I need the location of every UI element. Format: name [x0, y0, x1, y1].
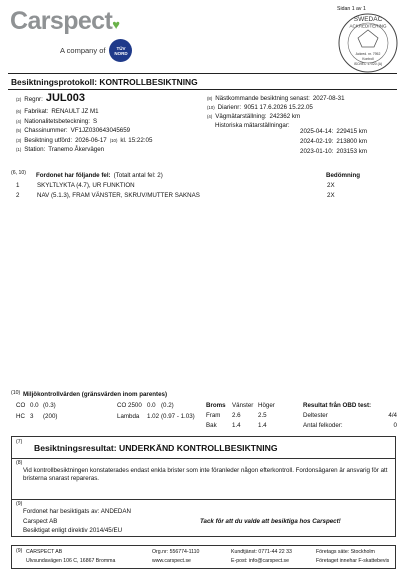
- obd-row: Deltester 4/4: [303, 412, 397, 419]
- make-row: (6) Fabrikat: RENAULT JZ M1: [16, 108, 99, 115]
- divider: [11, 458, 396, 459]
- defects-list: [16, 182, 396, 202]
- emission-row: CO 0.0 (0.3) CO 2500 0.0 (0.2): [16, 402, 174, 409]
- obd-table: [303, 402, 401, 432]
- emission-row: HC 3 (200) Lambda 1.02 (0.97 - 1.03): [16, 413, 195, 420]
- divider: [11, 499, 396, 500]
- date-row: (3) Besiktning utförd: 2026-06-17 (10) kl. 15:22:05: [16, 136, 153, 144]
- history-row: 2024-02-19: 213800 km: [300, 138, 367, 146]
- regnr-row: (2) Regnr: JUL003: [16, 92, 85, 104]
- swedac-seal: [337, 12, 399, 74]
- history-row: 2023-01-10: 203153 km: [300, 148, 367, 156]
- defect-row: 2 NAV (5.1.3), FRAM VÄNSTER, SKRUV/MUTTER SAKNAS 2X: [16, 192, 335, 199]
- swedac-subtitle: ACKREDITERING: [349, 23, 387, 29]
- page-number: Sidan 1 av 1: [337, 6, 366, 12]
- svg-text:Kontroll: Kontroll: [362, 57, 374, 61]
- svg-text:Ackred. nr. 7952: Ackred. nr. 7952: [355, 52, 381, 56]
- company-of: [60, 39, 132, 62]
- vehicle-info: [16, 92, 206, 154]
- swedac-name: SWEDAC: [353, 16, 383, 23]
- obd-heading: Resultat från OBD test:: [303, 402, 372, 409]
- result-ref: (7): [16, 439, 23, 445]
- brakes-table: [206, 402, 296, 432]
- next-inspection-row: (8) Nästkommande besiktning senast: 2027-08-31: [207, 95, 345, 102]
- station-row: (1) Station: Tranemo Åkervägen: [16, 146, 105, 154]
- chassis-row: (5) Chassinummer: VF1JZ030643045659: [16, 127, 131, 135]
- emissions-heading: Miljökontrollvärden (gränsvärden inom parentes): [23, 391, 168, 398]
- brake-row: Fram 2.6 2.5: [206, 412, 267, 419]
- footer-company: CARSPECT AB Ulvsundavägen 106 C, 16867 Bromma: [26, 549, 116, 564]
- slogan: Tack för att du valde att besiktiga hos Carspect!: [200, 518, 341, 525]
- page-title: Besiktningsprotokoll: KONTROLLBESIKTNING: [11, 77, 198, 87]
- footer-org: Org.nr: 556774-1110 www.carspect.se: [152, 549, 200, 564]
- inspector-info: Fordonet har besiktigats av: ANDEDAN Carspect AB Besiktigat enligt direktiv 2014/45/EU: [23, 508, 131, 534]
- notice-text: Vid kontrollbesiktningen konstaterades endast enkla brister som inte föranleder någon efterkontroll. Fordonsägaren är ansvarig för att bristerna snarast repareras.: [23, 467, 388, 482]
- tuv-logo: TÜV NORD: [109, 39, 132, 62]
- divider: [8, 73, 397, 74]
- nationality-row: (4) Nationalitetsbeteckning: S: [16, 117, 98, 125]
- odometer-row: (4) Vägmätarställning: 242362 km: [207, 113, 301, 121]
- footer-contact: Kundtjänst: 0771-44 22 33 E-post: info@carspect.se: [231, 549, 292, 564]
- diary-row: (10) Diarienr: 9051 17.6.2026 15.22.05: [207, 104, 313, 112]
- inspector-ref: (9): [16, 501, 23, 507]
- brand-name: Carspect: [10, 7, 113, 35]
- notice-ref: (8): [16, 460, 23, 466]
- history-row: 2025-04-14: 229415 km: [300, 128, 367, 135]
- emissions-table: [16, 402, 196, 424]
- brake-row: Bak 1.4 1.4: [206, 422, 267, 429]
- result-text: Besiktningsresultat: UNDERKÄND KONTROLLBESIKTNING: [34, 443, 278, 453]
- odometer-history-label: Historiska mätarställningar:: [215, 122, 290, 130]
- obd-row: Antal felkoder: 0: [303, 422, 397, 429]
- heart-icon: ♥: [112, 17, 120, 32]
- regnr-value: JUL003: [45, 92, 85, 104]
- odometer-history: [300, 128, 400, 156]
- defect-row: 1 SKYLTLYKTA (4.7), UR FUNKTION 2X: [16, 182, 335, 189]
- defects-heading: Fordonet har följande fel: (Totalt antal fel: 2): [36, 172, 163, 179]
- carspect-logo: [10, 7, 150, 37]
- rating-heading: Bedömning: [326, 172, 361, 179]
- inspection-info: [207, 95, 402, 130]
- tagline: A company of: [60, 46, 106, 55]
- footer-ref: (9): [16, 548, 23, 554]
- emissions-ref: (10): [11, 390, 21, 396]
- brakes-header: Broms Vänster Höger: [206, 402, 275, 409]
- defects-ref: (6, 10): [11, 170, 26, 176]
- svg-text:ISO/IEC 17020 (A): ISO/IEC 17020 (A): [353, 62, 383, 66]
- footer-legal: Företags säte: Stockholm Företaget innehar F-skattebevis: [316, 549, 390, 564]
- divider: [8, 89, 397, 90]
